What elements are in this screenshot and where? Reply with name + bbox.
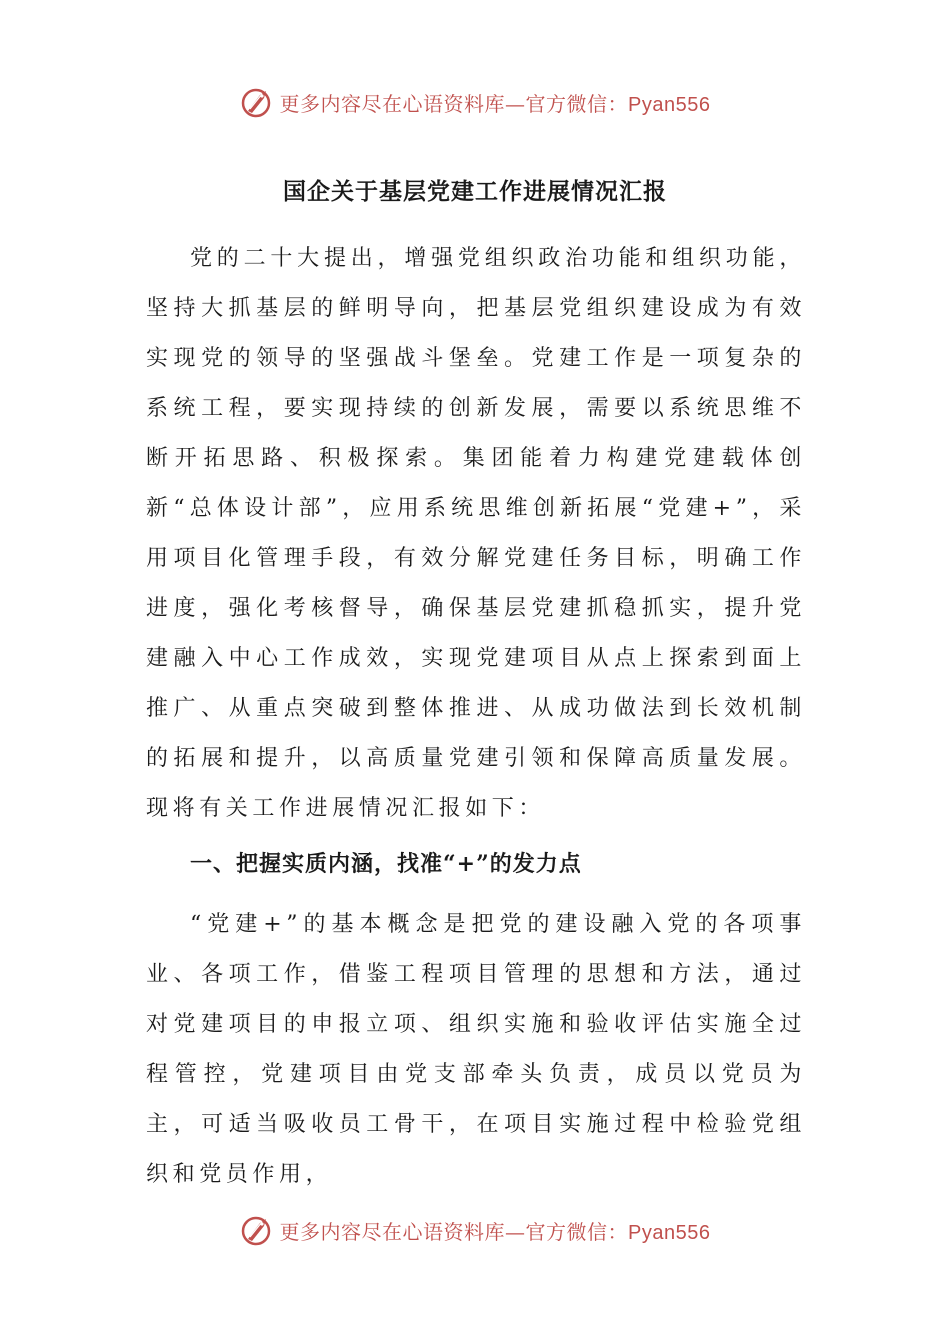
watermark-banner-bottom [0, 1210, 950, 1250]
wechat-handle: Pyan556 [628, 1221, 711, 1244]
body-paragraph-1: 党的二十大提出，增强党组织政治功能和组织功能，坚持大抓基层的鲜明导向，把基层党组织建设成为有效实现党的领导的坚强战斗堡垒。党建工作是一项复杂的系统工程，要实现持续的创新发展，需要以系统思维不断开拓思路、积极探索。集团能着力构建党建载体创新“总体设计部”，应用系统思维创新拓展“党建+”，采用项目化管理手段，有效分解党建任务目标，明确工作进度，强化考核督导，确保基层党建抓稳抓实，提升党建融入中心工作成效，实现党建项目从点上探索到面上推广、从重点突破到整体推进、从成功做法到长效机制的拓展和提升，以高质量党建引领和保障高质量发展。现将有关工作进展情况汇报如下： [146, 246, 806, 821]
wechat-handle: Pyan556 [628, 93, 711, 116]
watermark-text: 更多内容尽在心语资料库—官方微信：Pyan556 [279, 91, 711, 116]
body-paragraph-2: “党建+”的基本概念是把党的建设融入党的各项事业、各项工作，借鉴工程项目管理的思想和方法，通过对党建项目的申报立项、组织实施和验收评估实施全过程管控，党建项目由党支部牵头负责，成员以党员为主，可适当吸收员工骨干，在项目实施过程中检验党组织和党员作用， [146, 912, 806, 1187]
watermark-banner-top [0, 82, 950, 122]
pen-nib-logo-icon [240, 1213, 274, 1247]
pen-nib-logo-icon [240, 85, 274, 119]
document-title: 国企关于基层党建工作进展情况汇报 [283, 178, 667, 205]
watermark-text: 更多内容尽在心语资料库—官方微信：Pyan556 [279, 1219, 711, 1244]
section-heading-1: 一、把握实质内涵，找准“+”的发力点 [190, 851, 582, 877]
